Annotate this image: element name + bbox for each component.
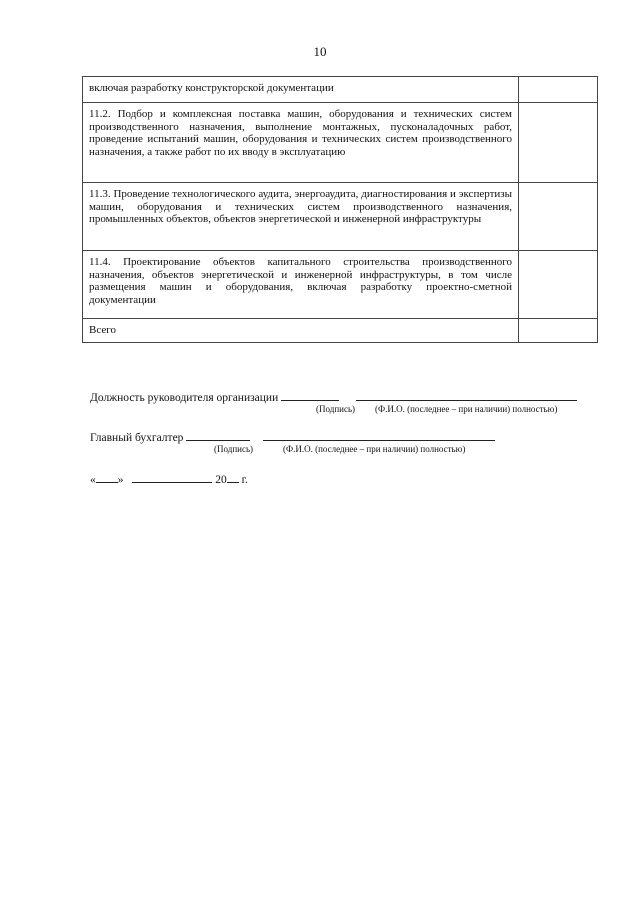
table-row: [83, 251, 598, 319]
date-open-quote: «: [90, 474, 96, 486]
head-name-field[interactable]: [356, 390, 577, 401]
table-row: [83, 77, 598, 103]
head-signature-field[interactable]: [281, 390, 339, 401]
table-cell-description: включая разработку конструкторской документации: [83, 77, 519, 103]
accountant-signature-line: [90, 430, 495, 444]
accountant-signature-caption: (Подпись): [214, 444, 254, 454]
accountant-name-caption: (Ф.И.О. (последнее – при наличии) полностью): [283, 444, 466, 454]
accountant-label: Главный бухгалтер: [90, 432, 184, 444]
date-month-field[interactable]: [132, 472, 212, 483]
table-cell-value[interactable]: [519, 251, 598, 319]
table-cell-value[interactable]: [519, 77, 598, 103]
table-row: [83, 183, 598, 251]
table-cell-value[interactable]: [519, 183, 598, 251]
date-day-field[interactable]: [96, 472, 118, 483]
table-row: [83, 319, 598, 343]
table-cell-total-label: Всего: [83, 319, 519, 343]
date-year-field[interactable]: [227, 472, 239, 483]
table-cell-total-value[interactable]: [519, 319, 598, 343]
head-name-caption: (Ф.И.О. (последнее – при наличии) полностью): [375, 404, 558, 414]
report-table: [82, 76, 598, 343]
page-number: 10: [313, 44, 327, 59]
accountant-signature-field[interactable]: [186, 430, 250, 441]
date-line: [90, 472, 248, 486]
head-position-label: Должность руководителя организации: [90, 392, 279, 404]
date-year-prefix: 20: [215, 474, 227, 486]
accountant-name-field[interactable]: [263, 430, 495, 441]
table-row: [83, 103, 598, 183]
table-cell-description: 11.3. Проведение технологического аудита, энергоаудита, диагностирования и экспертизы машин, оборудования и технических систем производственного назначения, промышленных объектов, объектов энергетической и инженерной инфраструктуры: [83, 183, 519, 251]
date-close-quote: »: [117, 474, 124, 486]
table-cell-description: 11.4. Проектирование объектов капитального строительства производственного назначения, объектов энергетической и инженерной инфраструктуры, в том числе размещения машин и оборудования, включая разработку проектно-сметной документации: [83, 251, 519, 319]
head-signature-line: [90, 390, 577, 404]
date-year-suffix: г.: [241, 474, 248, 486]
table-cell-value[interactable]: [519, 103, 598, 183]
table-cell-description: 11.2. Подбор и комплексная поставка машин, оборудования и технических систем производственного назначения, выполнение монтажных, пусконаладочных работ, проведение испытаний машин, оборудования и технических систем производственного назначения, а также работ по их вводу в эксплуатацию: [83, 103, 519, 183]
head-signature-caption: (Подпись): [316, 404, 356, 414]
